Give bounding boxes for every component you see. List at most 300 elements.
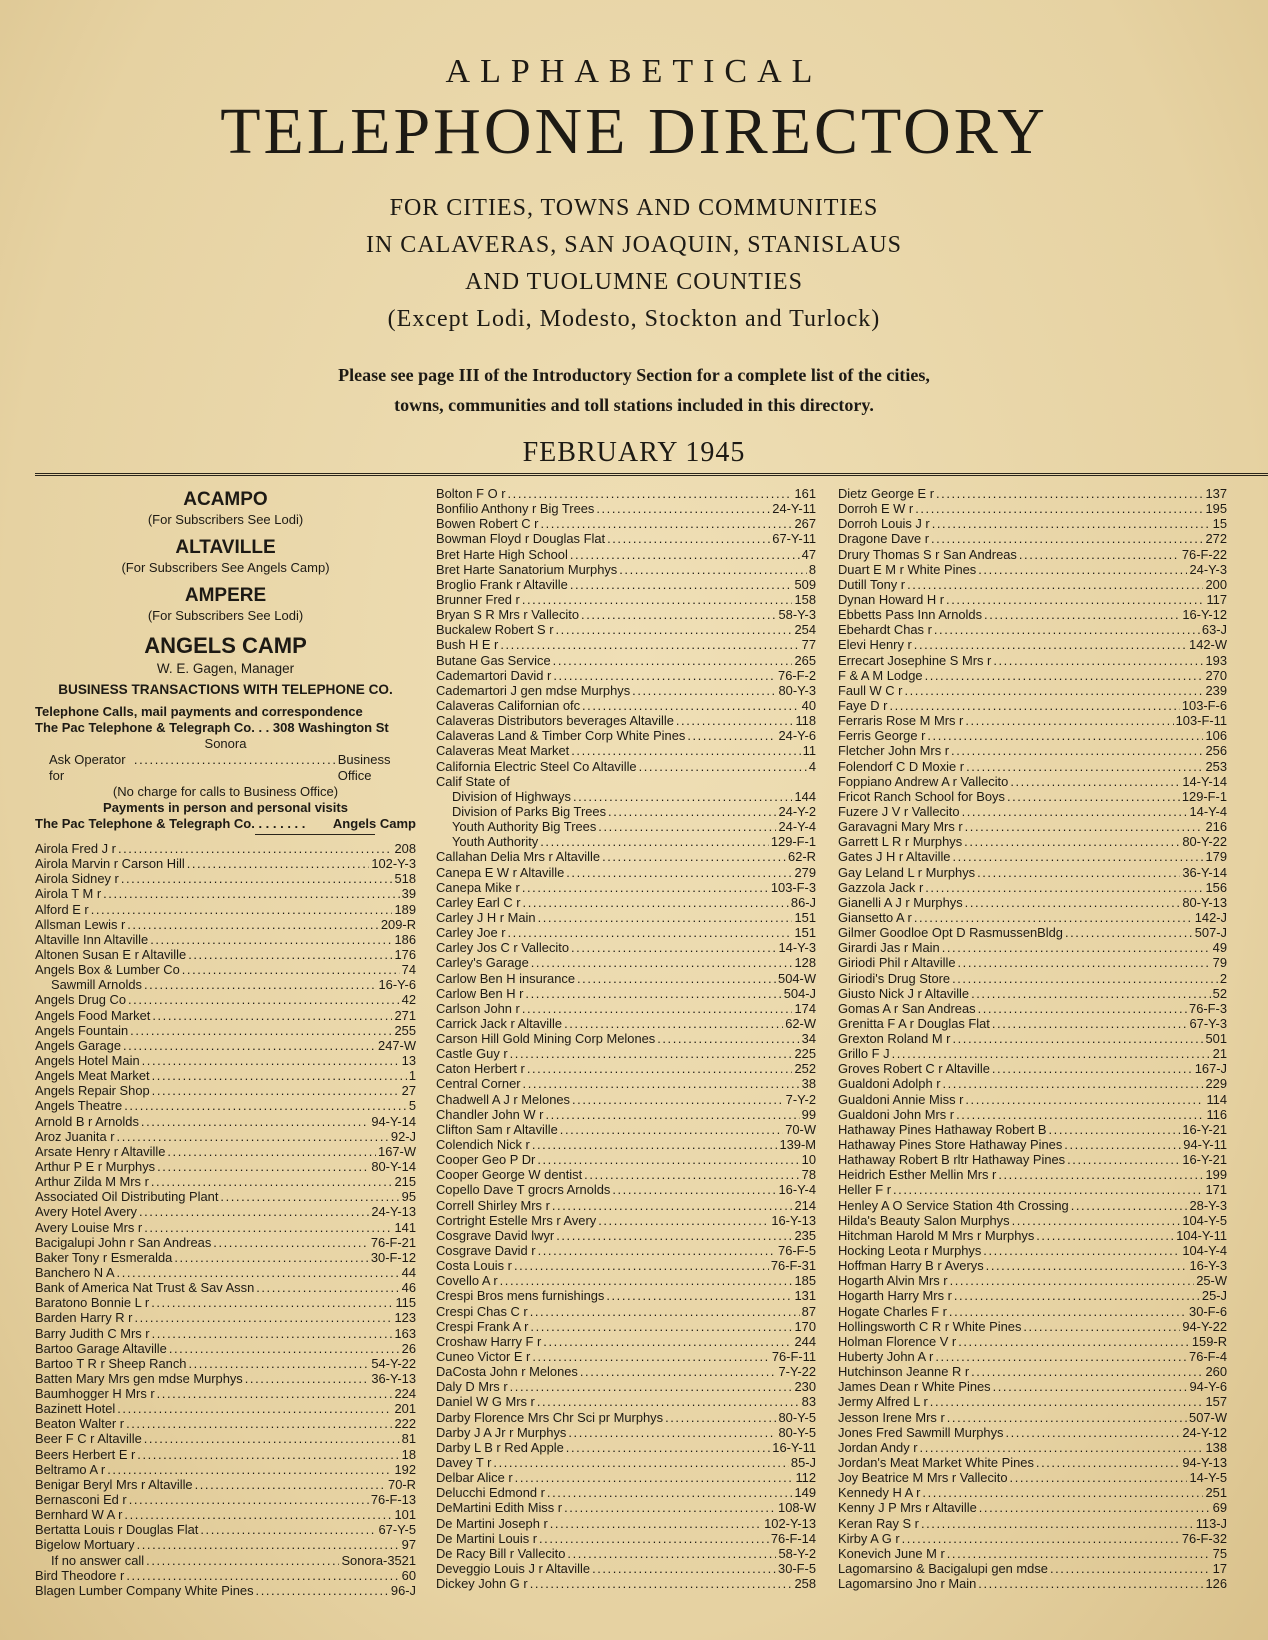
listing-number: 200 bbox=[1205, 576, 1227, 592]
leader-dots bbox=[126, 1568, 399, 1583]
listing-number: 501 bbox=[1205, 1031, 1227, 1047]
listing-row bbox=[838, 955, 1227, 970]
leader-dots bbox=[567, 1546, 776, 1561]
listing-name: Crespi Chas C r bbox=[436, 1303, 528, 1319]
listing-row bbox=[35, 1447, 416, 1462]
listing-row bbox=[436, 804, 816, 819]
listing-row bbox=[436, 865, 816, 880]
listing-name: Fricot Ranch School for Boys bbox=[838, 788, 1005, 804]
listing-name: Colendich Nick r bbox=[436, 1137, 530, 1153]
leader-dots bbox=[556, 1228, 792, 1243]
listing-row bbox=[838, 1167, 1227, 1182]
listing-row bbox=[436, 501, 816, 516]
leader-dots bbox=[952, 849, 1203, 864]
listing-row bbox=[436, 1319, 816, 1334]
leader-dots bbox=[188, 1356, 369, 1371]
listing-number: 176 bbox=[394, 946, 416, 962]
leader-dots bbox=[126, 1416, 392, 1431]
leader-dots bbox=[540, 834, 769, 849]
column-3 bbox=[838, 486, 1227, 1591]
leader-dots bbox=[213, 1235, 369, 1250]
leader-dots bbox=[128, 992, 400, 1007]
listing-name: Giriodi's Drug Store bbox=[838, 970, 951, 986]
listing-row bbox=[35, 1583, 416, 1598]
leader-dots bbox=[530, 1304, 800, 1319]
listing-number: 253 bbox=[1205, 758, 1227, 774]
listing-name: Kirby A G r bbox=[838, 1530, 900, 1546]
listing-name: Carley Earl C r bbox=[436, 894, 521, 910]
listing-number: 229 bbox=[1205, 1076, 1227, 1092]
listing-name: Calif State of bbox=[436, 773, 510, 789]
listing-name: Henley A O Service Station 4th Crossing bbox=[838, 1197, 1069, 1213]
listing-number: 2 bbox=[1219, 970, 1227, 986]
listing-row bbox=[838, 1182, 1227, 1197]
listing-number: 76-F-4 bbox=[1189, 1349, 1227, 1365]
listing-number: 161 bbox=[794, 486, 816, 501]
town-ampere: AMPERE bbox=[184, 585, 267, 606]
listing-row bbox=[838, 789, 1227, 804]
leader-dots bbox=[687, 728, 776, 743]
listing-row bbox=[838, 531, 1227, 546]
listing-name: Bret Harte Sanatorium Murphys bbox=[436, 561, 618, 577]
listing-number: 171 bbox=[1205, 1182, 1227, 1198]
leader-dots bbox=[124, 1098, 407, 1113]
listing-row bbox=[436, 1394, 816, 1409]
leader-dots bbox=[979, 1500, 1211, 1515]
leader-dots bbox=[1064, 1137, 1181, 1152]
leader-dots bbox=[195, 1477, 386, 1492]
listing-number: 10 bbox=[801, 1152, 816, 1168]
listing-number: 14-Y-3 bbox=[778, 940, 816, 956]
header-date: FEBRUARY 1945 bbox=[522, 437, 746, 468]
payments-line: Payments in person and personal visits bbox=[103, 800, 348, 815]
leader-dots bbox=[245, 1371, 370, 1386]
listing-name: Youth Authority bbox=[452, 834, 539, 850]
listing-row bbox=[35, 1220, 416, 1235]
listing-name: Daniel W G Mrs r bbox=[436, 1394, 535, 1410]
leader-dots bbox=[508, 925, 793, 940]
listing-name: Ebbetts Pass Inn Arnolds bbox=[838, 607, 983, 623]
listing-row bbox=[838, 1031, 1227, 1046]
listing-row bbox=[838, 592, 1227, 607]
listing-name: Arthur P E r Murphys bbox=[35, 1158, 156, 1174]
listing-number: 94-Y-13 bbox=[1182, 1455, 1227, 1470]
listing-row bbox=[436, 1288, 816, 1303]
listing-name: Airola T M r bbox=[35, 886, 102, 902]
leader-dots bbox=[1012, 1213, 1181, 1228]
listing-name: Youth Authority Big Trees bbox=[452, 819, 597, 835]
listing-name: Ferris George r bbox=[838, 728, 926, 744]
listing-name: F & A M Lodge bbox=[838, 667, 923, 683]
listing-number: 235 bbox=[794, 1227, 816, 1243]
listing-row bbox=[838, 1576, 1227, 1591]
leader-dots bbox=[157, 1159, 369, 1174]
listing-number: 76-F-13 bbox=[370, 1492, 416, 1508]
listing-name: Hathaway Pines Store Hathaway Pines bbox=[838, 1137, 1063, 1153]
listing-name: Alford E r bbox=[35, 901, 89, 917]
listing-row bbox=[436, 607, 816, 622]
listing-number: 254 bbox=[794, 622, 816, 638]
leader-dots bbox=[134, 752, 336, 784]
listing-number: 79 bbox=[1212, 955, 1227, 971]
listing-name: Carrick Jack r Altaville bbox=[436, 1015, 563, 1031]
listing-name: Carley's Garage bbox=[436, 955, 529, 971]
leader-dots bbox=[956, 1107, 1204, 1122]
leader-dots bbox=[91, 902, 393, 917]
listing-number: 185 bbox=[794, 1273, 816, 1289]
listing-number: 144 bbox=[794, 788, 816, 804]
leader-dots bbox=[545, 1107, 799, 1122]
listing-number: 81 bbox=[401, 1431, 416, 1447]
leader-dots bbox=[142, 1053, 400, 1068]
company-line: The Pac Telephone & Telegraph Co. . . 308 Washington St bbox=[35, 720, 389, 735]
listing-row bbox=[838, 486, 1227, 501]
listing-number: 85-J bbox=[790, 1455, 816, 1470]
leader-dots bbox=[915, 501, 1203, 516]
leader-dots bbox=[952, 1031, 1203, 1046]
listing-number: 224 bbox=[394, 1386, 416, 1402]
listing-number: 34 bbox=[801, 1031, 816, 1047]
leader-dots bbox=[508, 486, 793, 501]
listing-number: 179 bbox=[1205, 849, 1227, 865]
listing-row bbox=[838, 562, 1227, 577]
listing-row bbox=[436, 1273, 816, 1288]
listing-name: Jordan's Meat Market White Pines bbox=[838, 1455, 1034, 1470]
listing-row bbox=[436, 486, 816, 501]
listing-name: Duart E M r White Pines bbox=[838, 561, 977, 577]
listing-name: Hogarth Alvin Mrs r bbox=[838, 1273, 948, 1289]
listing-number: 222 bbox=[394, 1416, 416, 1432]
listing-row bbox=[436, 1001, 816, 1016]
listing-row bbox=[436, 759, 816, 774]
leader-dots bbox=[144, 977, 377, 992]
listing-name: Sawmill Arnolds bbox=[51, 977, 142, 993]
listing-name: Beaton Walter r bbox=[35, 1416, 125, 1432]
leader-dots bbox=[592, 1561, 776, 1576]
listing-number: 76-F-5 bbox=[778, 1243, 816, 1259]
listing-number: 129-F-1 bbox=[770, 834, 816, 850]
leader-dots bbox=[954, 1288, 1200, 1303]
leader-dots bbox=[977, 865, 1180, 880]
leader-dots bbox=[639, 759, 807, 774]
listing-name: Huberty John A r bbox=[838, 1349, 934, 1365]
leader-dots bbox=[522, 1001, 793, 1016]
listing-number: 18 bbox=[401, 1446, 416, 1462]
listing-name: Cademartori J gen mdse Murphys bbox=[436, 682, 631, 698]
listing-row bbox=[436, 1334, 816, 1349]
listing-number: 77 bbox=[801, 637, 816, 653]
listing-number: 76-F-32 bbox=[1181, 1530, 1227, 1546]
leader-dots bbox=[532, 1349, 769, 1364]
listing-row bbox=[436, 1500, 816, 1515]
listing-name: Cooper George W dentist bbox=[436, 1167, 583, 1183]
leader-dots bbox=[978, 1001, 1187, 1016]
leader-dots bbox=[500, 1273, 793, 1288]
leader-dots bbox=[152, 1083, 400, 1098]
listing-row bbox=[838, 849, 1227, 864]
leader-dots bbox=[920, 1440, 1204, 1455]
listing-name: Caton Herbert r bbox=[436, 1061, 525, 1077]
listing-row bbox=[35, 1310, 416, 1325]
listing-number: 104-Y-5 bbox=[1182, 1212, 1227, 1228]
header-alphabetical: ALPHABETICAL bbox=[445, 53, 823, 90]
listing-number: 117 bbox=[1206, 591, 1227, 607]
listing-row bbox=[436, 728, 816, 743]
leader-dots bbox=[582, 698, 800, 713]
listing-number: 106 bbox=[1205, 728, 1227, 744]
listing-name: DeMartini Edith Miss r bbox=[436, 1500, 563, 1516]
listing-name: Angels Theatre bbox=[35, 1098, 123, 1114]
listing-name: Ebehardt Chas r bbox=[838, 622, 932, 638]
listing-number: 193 bbox=[1205, 652, 1227, 668]
listing-name: Bernasconi Ed r bbox=[35, 1492, 127, 1508]
listing-number: 99 bbox=[801, 1106, 816, 1122]
listing-row bbox=[436, 1440, 816, 1455]
leader-dots bbox=[515, 1470, 794, 1485]
listing-name: Calaveras Californian ofc bbox=[436, 697, 581, 713]
listing-name: Broglio Frank r Altaville bbox=[436, 576, 568, 592]
listing-row bbox=[838, 880, 1227, 895]
listing-number: 16-Y-21 bbox=[1182, 1152, 1227, 1168]
listing-number: 151 bbox=[794, 925, 816, 941]
listing-number: Sonora-3521 bbox=[341, 1552, 416, 1568]
listing-row bbox=[35, 1492, 416, 1507]
listing-row bbox=[436, 668, 816, 683]
listing-row bbox=[838, 1349, 1227, 1364]
listing-name: Baratono Bonnie L r bbox=[35, 1295, 150, 1311]
ask-operator-line bbox=[35, 752, 416, 784]
leader-dots bbox=[107, 1462, 392, 1477]
listing-name: Calaveras Distributors beverages Altaville bbox=[436, 713, 674, 729]
listing-name: Hutchinson Jeanne R r bbox=[838, 1364, 970, 1380]
listing-name: Cosgrave David lwyr bbox=[436, 1227, 555, 1243]
leader-dots bbox=[947, 1410, 1187, 1425]
listing-row bbox=[35, 1386, 416, 1401]
listing-row bbox=[35, 841, 416, 856]
listing-name: Garrett L R r Murphys bbox=[838, 834, 963, 850]
leader-dots bbox=[103, 886, 400, 901]
listing-number: 518 bbox=[394, 871, 416, 887]
listing-name: Callahan Delia Mrs r Altaville bbox=[436, 849, 601, 865]
leader-dots bbox=[907, 577, 1203, 592]
listing-row bbox=[35, 1371, 416, 1386]
listing-row bbox=[838, 834, 1227, 849]
listing-row bbox=[35, 1098, 416, 1113]
listing-row bbox=[436, 637, 816, 652]
leader-dots bbox=[553, 668, 776, 683]
listing-number: 21 bbox=[1212, 1046, 1227, 1062]
listing-name: Hogate Charles F r bbox=[838, 1303, 947, 1319]
listing-row bbox=[838, 683, 1227, 698]
leader-dots bbox=[925, 668, 1204, 683]
listing-row bbox=[838, 668, 1227, 683]
listing-row bbox=[35, 1537, 416, 1552]
listing-name: Bernhard W A r bbox=[35, 1507, 123, 1523]
listing-row bbox=[436, 774, 816, 789]
leader-dots bbox=[1007, 789, 1180, 804]
listing-number: 87 bbox=[801, 1303, 816, 1319]
listing-name: Deveggio Louis J r Altaville bbox=[436, 1560, 591, 1576]
listing-number: 123 bbox=[394, 1310, 416, 1326]
listing-number: 16-Y-21 bbox=[1182, 1121, 1227, 1137]
leader-dots bbox=[500, 637, 799, 652]
listing-row bbox=[436, 547, 816, 562]
listing-row bbox=[35, 902, 416, 917]
listing-row bbox=[838, 819, 1227, 834]
leader-dots bbox=[510, 1379, 793, 1394]
listing-row bbox=[35, 1326, 416, 1341]
leader-dots bbox=[964, 834, 1180, 849]
listing-row bbox=[35, 962, 416, 977]
listing-name: Darby J A Jr r Murphys bbox=[436, 1424, 567, 1440]
leader-dots bbox=[493, 1455, 789, 1470]
listing-name: Angels Hotel Main bbox=[35, 1052, 140, 1068]
listing-number: 14-Y-4 bbox=[1189, 803, 1227, 819]
listing-number: 67-Y-5 bbox=[378, 1522, 416, 1538]
listing-name: Gay Leland L r Murphys bbox=[838, 864, 976, 880]
listing-number: 47 bbox=[801, 546, 816, 562]
leader-dots bbox=[930, 1394, 1204, 1409]
leader-dots bbox=[598, 819, 776, 834]
listing-row bbox=[35, 1295, 416, 1310]
listing-name: Carley Jos C r Vallecito bbox=[436, 940, 570, 956]
listing-number: 157 bbox=[1205, 1394, 1227, 1410]
listing-number: 24-Y-2 bbox=[778, 803, 816, 819]
listing-row bbox=[436, 1364, 816, 1379]
listing-name: Division of Highways bbox=[452, 788, 571, 804]
listing-row bbox=[436, 1561, 816, 1576]
listing-name: Lagomarsino Jno r Main bbox=[838, 1576, 977, 1592]
leader-dots bbox=[1049, 1122, 1181, 1137]
listing-number: 131 bbox=[794, 1288, 816, 1304]
listing-number: 104-Y-11 bbox=[1176, 1227, 1227, 1243]
listing-name: Gates J H r Altaville bbox=[838, 849, 951, 865]
leader-dots bbox=[117, 1129, 389, 1144]
leader-dots bbox=[965, 895, 1181, 910]
listing-row bbox=[838, 1455, 1227, 1470]
listing-number: 507-W bbox=[1189, 1409, 1227, 1425]
listing-number: 255 bbox=[394, 1022, 416, 1038]
leader-dots bbox=[952, 971, 1218, 986]
leader-dots bbox=[1010, 774, 1180, 789]
leader-dots bbox=[921, 1516, 1194, 1531]
listing-name: Arnold B r Arnolds bbox=[35, 1113, 139, 1129]
listing-number: 115 bbox=[395, 1295, 416, 1311]
listing-name: Girardi Jas r Main bbox=[838, 940, 940, 956]
listing-name: Carley Joe r bbox=[436, 925, 506, 941]
listing-number: 67-Y-3 bbox=[1189, 1015, 1227, 1031]
listing-number: 239 bbox=[1205, 682, 1227, 698]
listing-name: Garavagni Mary Mrs r bbox=[838, 819, 963, 835]
listing-number: 156 bbox=[1205, 879, 1227, 895]
leader-dots bbox=[966, 759, 1203, 774]
leader-dots bbox=[962, 804, 1188, 819]
listing-row bbox=[35, 1235, 416, 1250]
listing-name: Altonen Susan E r Altaville bbox=[35, 946, 187, 962]
listing-name: Darby Florence Mrs Chr Sci pr Murphys bbox=[436, 1409, 664, 1425]
listing-name: Joy Beatrice M Mrs r Vallecito bbox=[838, 1470, 1008, 1486]
listing-name: Carlow Ben H r bbox=[436, 985, 524, 1001]
listing-name: Airola Marvin r Carson Hill bbox=[35, 856, 185, 872]
leader-dots bbox=[984, 607, 1180, 622]
listing-number: 46 bbox=[401, 1280, 416, 1296]
listing-number: 149 bbox=[794, 1485, 816, 1501]
listing-name: Angels Box & Lumber Co bbox=[35, 962, 180, 978]
listing-name: Covello A r bbox=[436, 1273, 498, 1289]
listing-name: De Martini Joseph r bbox=[436, 1515, 548, 1531]
ask-operator-value: Business Office bbox=[337, 752, 391, 783]
listing-row bbox=[35, 992, 416, 1007]
listing-row bbox=[436, 971, 816, 986]
leader-dots bbox=[949, 1304, 1187, 1319]
listing-name: Dorroh E W r bbox=[838, 501, 914, 517]
listing-row bbox=[35, 1008, 416, 1023]
listing-row bbox=[436, 1061, 816, 1076]
listing-name: Dynan Howard H r bbox=[838, 591, 945, 607]
listing-number: 138 bbox=[1205, 1439, 1227, 1455]
listing-row bbox=[838, 1516, 1227, 1531]
listing-row bbox=[838, 728, 1227, 743]
listing-name: Hogarth Harry Mrs r bbox=[838, 1288, 952, 1304]
leader-dots bbox=[657, 1031, 799, 1046]
leader-dots bbox=[117, 1265, 400, 1280]
listing-name: Airola Fred J r bbox=[35, 841, 116, 856]
listing-row bbox=[838, 1258, 1227, 1273]
listing-name: Cademartori David r bbox=[436, 667, 552, 683]
listing-number: 129-F-1 bbox=[1181, 788, 1227, 804]
listing-number: 70-W bbox=[785, 1121, 816, 1137]
listing-number: 39 bbox=[401, 886, 416, 902]
listing-row bbox=[838, 1319, 1227, 1334]
listing-name: Barry Judith C Mrs r bbox=[35, 1325, 150, 1341]
listing-name: Blagen Lumber Company White Pines bbox=[35, 1582, 254, 1598]
listing-name: Cosgrave David r bbox=[436, 1243, 536, 1259]
listing-name: Foppiano Andrew A r Vallecito bbox=[838, 773, 1009, 789]
listing-name: Elevi Henry r bbox=[838, 637, 912, 653]
listing-number: 108-W bbox=[778, 1500, 816, 1516]
listing-name: Bacigalupi John r San Andreas bbox=[35, 1234, 212, 1250]
listing-name: Bazinett Hotel bbox=[35, 1401, 116, 1417]
header-subtitle-3: AND TUOLUMNE COUNTIES bbox=[465, 269, 803, 295]
listing-name: Clifton Sam r Altaville bbox=[436, 1121, 558, 1137]
listing-number: 30-F-12 bbox=[370, 1249, 416, 1265]
listing-number: 279 bbox=[794, 864, 816, 880]
listing-name: Grexton Roland M r bbox=[838, 1031, 951, 1047]
no-charge-line: (No charge for calls to Business Office) bbox=[112, 784, 339, 799]
listing-name: Fuzere J V r Vallecito bbox=[838, 803, 960, 819]
listing-row bbox=[436, 1198, 816, 1213]
listing-number: 16-Y-13 bbox=[771, 1212, 816, 1228]
leader-dots bbox=[522, 592, 793, 607]
listing-name: Hocking Leota r Murphys bbox=[838, 1243, 982, 1259]
listing-name: Bartoo T R r Sheep Ranch bbox=[35, 1355, 187, 1371]
listing-number: 27 bbox=[401, 1083, 416, 1099]
section-divider bbox=[255, 834, 375, 835]
listing-number: 270 bbox=[1205, 667, 1227, 683]
listing-number: 271 bbox=[394, 1007, 416, 1023]
listing-number: 76-F-14 bbox=[770, 1530, 816, 1546]
listing-number: 52 bbox=[1212, 985, 1227, 1001]
listing-number: 24-Y-13 bbox=[371, 1204, 416, 1220]
listing-name: De Racy Bill r Vallecito bbox=[436, 1545, 566, 1561]
listing-row bbox=[436, 1531, 816, 1546]
listing-row bbox=[35, 1341, 416, 1356]
listing-name: Cooper Geo P Dr bbox=[436, 1152, 536, 1168]
listing-number: 80-Y-22 bbox=[1182, 834, 1227, 850]
listing-number: 38 bbox=[801, 1076, 816, 1092]
leader-dots bbox=[157, 1386, 393, 1401]
leader-dots bbox=[537, 1394, 800, 1409]
